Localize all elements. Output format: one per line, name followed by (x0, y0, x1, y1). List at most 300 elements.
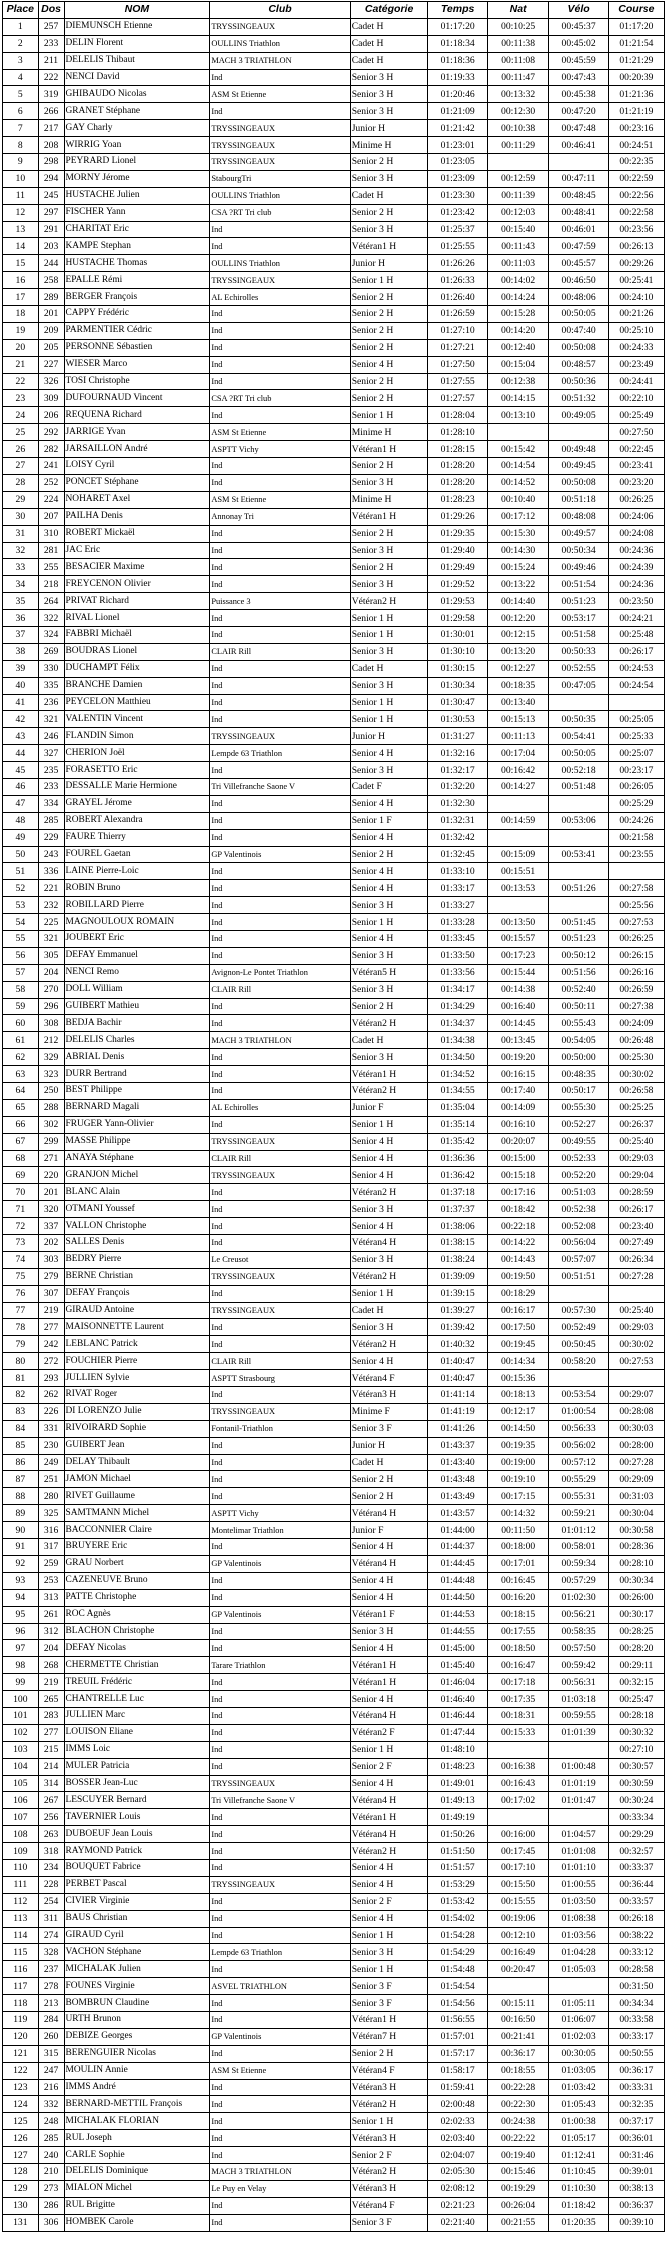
cell-nat: 00:13:50 (487, 914, 549, 931)
cell-nat: 00:15:09 (487, 846, 549, 863)
cell-nom: IMMS André (64, 2079, 210, 2096)
cell-categorie: Senior 2 H (350, 846, 428, 863)
cell-dos: 313 (38, 1589, 64, 1606)
cell-temps: 01:29:52 (428, 576, 487, 593)
cell-club: Ind (210, 322, 350, 339)
cell-velo (549, 1978, 608, 1995)
cell-dos: 262 (38, 1387, 64, 1404)
cell-place: 62 (3, 1049, 39, 1066)
cell-place: 112 (3, 1893, 39, 1910)
cell-nom: RIVET Guillaume (64, 1488, 210, 1505)
cell-club: TRYSSINGEAUX (210, 1302, 350, 1319)
cell-categorie: Senior 2 H (350, 289, 428, 306)
cell-place: 7 (3, 120, 39, 137)
cell-place: 12 (3, 204, 39, 221)
cell-dos: 298 (38, 154, 64, 171)
cell-dos: 201 (38, 1184, 64, 1201)
cell-nom: CARLE Sophie (64, 2147, 210, 2164)
cell-nom: ABRIAL Denis (64, 1049, 210, 1066)
cell-nom: LOUISON Eliane (64, 1724, 210, 1741)
cell-categorie: Vétéran1 H (350, 238, 428, 255)
cell-temps: 01:41:26 (428, 1420, 487, 1437)
cell-temps: 01:57:01 (428, 2028, 487, 2045)
cell-temps: 01:44:55 (428, 1623, 487, 1640)
cell-club: Fontanil-Triathlon (210, 1420, 350, 1437)
cell-nom: DI LORENZO Julie (64, 1403, 210, 1420)
cell-nat: 00:15:30 (487, 525, 549, 542)
cell-velo: 00:55:31 (549, 1488, 608, 1505)
cell-dos: 232 (38, 897, 64, 914)
cell-categorie: Senior 4 H (350, 1640, 428, 1657)
cell-velo: 00:55:30 (549, 1099, 608, 1116)
cell-categorie: Senior 2 F (350, 2147, 428, 2164)
cell-velo: 00:52:20 (549, 1167, 608, 1184)
table-row (3, 458, 665, 475)
cell-nat: 00:20:47 (487, 1961, 549, 1978)
cell-velo: 00:48:35 (549, 1066, 608, 1083)
cell-velo: 00:58:20 (549, 1353, 608, 1370)
cell-course: 00:23:17 (608, 762, 664, 779)
cell-dos: 336 (38, 863, 64, 880)
table-row (3, 1505, 665, 1522)
cell-temps: 01:28:10 (428, 424, 487, 441)
cell-course: 00:27:50 (608, 424, 664, 441)
cell-nat: 00:14:54 (487, 458, 549, 475)
cell-nat: 00:10:38 (487, 120, 549, 137)
cell-nom: DELELIS Dominique (64, 2164, 210, 2181)
cell-club: Tarare Triathlon (210, 1657, 350, 1674)
cell-nat: 00:14:40 (487, 593, 549, 610)
cell-place: 130 (3, 2197, 39, 2214)
cell-club: Ind (210, 2197, 350, 2214)
cell-course: 00:34:34 (608, 1995, 664, 2012)
cell-course: 00:24:36 (608, 542, 664, 559)
cell-velo: 01:01:08 (549, 1843, 608, 1860)
cell-course: 00:29:03 (608, 1319, 664, 1336)
cell-nat: 00:11:03 (487, 255, 549, 272)
cell-velo: 00:56:04 (549, 1235, 608, 1252)
cell-place: 36 (3, 610, 39, 627)
cell-dos: 323 (38, 1066, 64, 1083)
cell-club: Ind (210, 2079, 350, 2096)
cell-temps: 01:38:06 (428, 1218, 487, 1235)
cell-dos: 315 (38, 2045, 64, 2062)
cell-club: Ind (210, 660, 350, 677)
cell-place: 44 (3, 745, 39, 762)
cell-temps: 01:26:40 (428, 289, 487, 306)
cell-nom: MICHALAK FLORIAN (64, 2113, 210, 2130)
cell-categorie: Vétéran2 H (350, 1336, 428, 1353)
cell-velo: 01:03:56 (549, 1927, 608, 1944)
cell-velo: 00:50:36 (549, 373, 608, 390)
cell-velo: 00:51:56 (549, 964, 608, 981)
cell-club: Ind (210, 947, 350, 964)
cell-nat: 00:11:08 (487, 52, 549, 69)
cell-club: Ind (210, 373, 350, 390)
table-row (3, 778, 665, 795)
cell-place: 10 (3, 170, 39, 187)
cell-categorie: Senior 3 F (350, 1995, 428, 2012)
cell-club: Ind (210, 525, 350, 542)
cell-velo: 00:52:38 (549, 1201, 608, 1218)
cell-place: 2 (3, 35, 39, 52)
cell-club: TRYSSINGEAUX (210, 1775, 350, 1792)
cell-nom: DUBOEUF Jean Louis (64, 1826, 210, 1843)
cell-velo: 00:50:08 (549, 339, 608, 356)
cell-nat: 00:19:45 (487, 1336, 549, 1353)
cell-nom: VACHON Stéphane (64, 1944, 210, 1961)
cell-nom: DEFAY Emmanuel (64, 947, 210, 964)
cell-velo: 00:50:17 (549, 1083, 608, 1100)
cell-course: 00:25:07 (608, 745, 664, 762)
cell-categorie: Senior 2 F (350, 1758, 428, 1775)
cell-velo (549, 1370, 608, 1387)
table-row (3, 559, 665, 576)
cell-course: 00:36:37 (608, 2197, 664, 2214)
table-row (3, 1150, 665, 1167)
cell-club: Ind (210, 458, 350, 475)
cell-dos: 204 (38, 1640, 64, 1657)
cell-club: MACH 3 TRIATHLON (210, 2164, 350, 2181)
cell-velo: 00:51:48 (549, 778, 608, 795)
cell-nat: 00:15:11 (487, 1995, 549, 2012)
cell-dos: 245 (38, 187, 64, 204)
cell-temps: 01:38:24 (428, 1251, 487, 1268)
cell-temps: 01:54:48 (428, 1961, 487, 1978)
cell-course: 00:30:04 (608, 1505, 664, 1522)
cell-dos: 233 (38, 35, 64, 52)
cell-categorie: Vétéran4 F (350, 2197, 428, 2214)
cell-place: 107 (3, 1809, 39, 1826)
cell-velo: 01:05:11 (549, 1995, 608, 2012)
table-row (3, 576, 665, 593)
cell-nom: DESSALLE Marie Hermione (64, 778, 210, 795)
cell-velo: 00:45:37 (549, 18, 608, 35)
cell-velo: 00:59:42 (549, 1657, 608, 1674)
cell-club: Ind (210, 998, 350, 1015)
cell-club: Ind (210, 914, 350, 931)
cell-dos: 244 (38, 255, 64, 272)
cell-place: 49 (3, 829, 39, 846)
cell-dos: 309 (38, 390, 64, 407)
cell-velo: 00:51:26 (549, 880, 608, 897)
cell-nat: 00:19:50 (487, 1268, 549, 1285)
cell-categorie: Vétéran3 H (350, 1387, 428, 1404)
cell-velo: 00:51:32 (549, 390, 608, 407)
cell-categorie: Vétéran2 H (350, 1184, 428, 1201)
cell-place: 101 (3, 1707, 39, 1724)
cell-velo: 00:50:11 (549, 998, 608, 1015)
cell-nat: 00:14:20 (487, 322, 549, 339)
cell-course: 00:22:10 (608, 390, 664, 407)
cell-temps: 01:58:17 (428, 2062, 487, 2079)
cell-course: 00:26:34 (608, 1251, 664, 1268)
cell-categorie: Vétéran1 H (350, 1066, 428, 1083)
cell-club: Ind (210, 339, 350, 356)
cell-temps: 01:30:10 (428, 643, 487, 660)
cell-club: Lempde 63 Triathlon (210, 1944, 350, 1961)
cell-nom: FISCHER Yann (64, 204, 210, 221)
cell-place: 58 (3, 981, 39, 998)
cell-place: 50 (3, 846, 39, 863)
cell-categorie: Minime H (350, 137, 428, 154)
cell-nom: IMMS Loic (64, 1741, 210, 1758)
cell-nat: 00:21:41 (487, 2028, 549, 2045)
cell-place: 45 (3, 762, 39, 779)
table-row (3, 1099, 665, 1116)
cell-velo: 01:10:45 (549, 2164, 608, 2181)
cell-club: Ind (210, 1843, 350, 1860)
cell-nom: PEYRARD Lionel (64, 154, 210, 171)
table-row (3, 255, 665, 272)
cell-velo: 01:01:12 (549, 1522, 608, 1539)
cell-nom: PATTE Christophe (64, 1589, 210, 1606)
cell-place: 115 (3, 1944, 39, 1961)
cell-categorie: Senior 4 H (350, 1572, 428, 1589)
cell-nom: BEST Philippe (64, 1083, 210, 1100)
cell-nom: VALENTIN Vincent (64, 711, 210, 728)
cell-categorie: Cadet H (350, 187, 428, 204)
cell-nat: 00:22:28 (487, 2079, 549, 2096)
table-row (3, 407, 665, 424)
cell-course: 00:29:03 (608, 1150, 664, 1167)
cell-course (608, 863, 664, 880)
table-row (3, 390, 665, 407)
table-row (3, 69, 665, 86)
cell-nat: 00:16:43 (487, 1775, 549, 1792)
cell-place: 27 (3, 458, 39, 475)
cell-place: 90 (3, 1522, 39, 1539)
cell-course: 00:28:20 (608, 1640, 664, 1657)
cell-dos: 210 (38, 2164, 64, 2181)
cell-club: Ind (210, 1623, 350, 1640)
table-row (3, 1961, 665, 1978)
cell-nom: GAY Charly (64, 120, 210, 137)
cell-dos: 324 (38, 626, 64, 643)
cell-dos: 330 (38, 660, 64, 677)
cell-course: 00:26:05 (608, 778, 664, 795)
cell-nom: ROBERT Mickaël (64, 525, 210, 542)
cell-temps: 01:19:33 (428, 69, 487, 86)
cell-velo (549, 829, 608, 846)
cell-nom: FABBRI Michaël (64, 626, 210, 643)
cell-nom: REQUENA Richard (64, 407, 210, 424)
table-row (3, 643, 665, 660)
cell-club: Ind (210, 1066, 350, 1083)
cell-velo: 00:51:23 (549, 593, 608, 610)
cell-dos: 281 (38, 542, 64, 559)
cell-nom: PAILHA Denis (64, 508, 210, 525)
cell-dos: 274 (38, 1927, 64, 1944)
cell-temps: 01:45:40 (428, 1657, 487, 1674)
cell-velo: 00:57:07 (549, 1251, 608, 1268)
cell-nom: GIRAUD Antoine (64, 1302, 210, 1319)
cell-place: 88 (3, 1488, 39, 1505)
cell-nom: BLANC Alain (64, 1184, 210, 1201)
cell-dos: 279 (38, 1268, 64, 1285)
cell-nom: VALLON Christophe (64, 1218, 210, 1235)
cell-place: 93 (3, 1572, 39, 1589)
cell-course: 00:30:57 (608, 1758, 664, 1775)
cell-dos: 293 (38, 1370, 64, 1387)
cell-course: 00:25:05 (608, 711, 664, 728)
results-table (2, 1, 665, 2232)
cell-categorie: Vétéran1 H (350, 1809, 428, 1826)
cell-categorie: Senior 3 H (350, 762, 428, 779)
cell-nom: GRANET Stéphane (64, 103, 210, 120)
cell-velo: 00:57:30 (549, 1302, 608, 1319)
cell-nat: 00:15:44 (487, 964, 549, 981)
cell-nat: 00:17:18 (487, 1674, 549, 1691)
cell-categorie: Senior 4 H (350, 1910, 428, 1927)
cell-velo: 01:01:47 (549, 1792, 608, 1809)
cell-dos: 260 (38, 2028, 64, 2045)
cell-velo: 00:50:00 (549, 1049, 608, 1066)
cell-course: 00:26:13 (608, 238, 664, 255)
cell-nom: PERBET Pascal (64, 1876, 210, 1893)
cell-course: 00:24:51 (608, 137, 664, 154)
cell-course (608, 1370, 664, 1387)
cell-categorie: Senior 4 H (350, 1539, 428, 1556)
cell-categorie: Cadet H (350, 1454, 428, 1471)
cell-course: 00:26:15 (608, 947, 664, 964)
cell-nat: 00:18:42 (487, 1201, 549, 1218)
table-row (3, 1285, 665, 1302)
cell-club: Ind (210, 930, 350, 947)
cell-temps: 01:26:26 (428, 255, 487, 272)
cell-temps: 01:40:32 (428, 1336, 487, 1353)
cell-place: 69 (3, 1167, 39, 1184)
cell-course: 00:26:58 (608, 1083, 664, 1100)
cell-dos: 242 (38, 1336, 64, 1353)
cell-club: Ind (210, 1809, 350, 1826)
cell-place: 71 (3, 1201, 39, 1218)
cell-categorie: Senior 1 H (350, 407, 428, 424)
cell-temps: 01:28:20 (428, 474, 487, 491)
cell-nat: 00:16:17 (487, 1302, 549, 1319)
cell-course: 00:27:53 (608, 914, 664, 931)
cell-club: ASPTT Strasbourg (210, 1370, 350, 1387)
cell-nat: 00:13:40 (487, 694, 549, 711)
table-row (3, 1049, 665, 1066)
cell-categorie: Senior 4 H (350, 1589, 428, 1606)
cell-nom: CHANTRELLE Luc (64, 1691, 210, 1708)
cell-place: 41 (3, 694, 39, 711)
cell-dos: 228 (38, 1876, 64, 1893)
cell-temps: 01:18:36 (428, 52, 487, 69)
cell-dos: 321 (38, 711, 64, 728)
cell-place: 109 (3, 1843, 39, 1860)
cell-course: 00:21:26 (608, 306, 664, 323)
cell-club: CSA ?RT Tri club (210, 390, 350, 407)
cell-place: 121 (3, 2045, 39, 2062)
cell-dos: 297 (38, 204, 64, 221)
cell-temps: 01:49:19 (428, 1809, 487, 1826)
cell-velo: 00:47:11 (549, 170, 608, 187)
cell-categorie: Senior 4 H (350, 930, 428, 947)
cell-temps: 01:43:57 (428, 1505, 487, 1522)
cell-course: 00:24:09 (608, 1015, 664, 1032)
cell-course: 00:30:58 (608, 1522, 664, 1539)
cell-club: Ind (210, 1218, 350, 1235)
cell-course: 00:27:10 (608, 1741, 664, 1758)
cell-dos: 249 (38, 1454, 64, 1471)
cell-course: 00:32:15 (608, 1674, 664, 1691)
cell-club: Ind (210, 1539, 350, 1556)
cell-place: 33 (3, 559, 39, 576)
table-row (3, 154, 665, 171)
cell-dos: 303 (38, 1251, 64, 1268)
cell-club: Ind (210, 1015, 350, 1032)
table-row (3, 120, 665, 137)
cell-velo: 00:49:46 (549, 559, 608, 576)
cell-club: Ind (210, 1758, 350, 1775)
cell-dos: 261 (38, 1606, 64, 1623)
cell-place: 51 (3, 863, 39, 880)
cell-place: 14 (3, 238, 39, 255)
cell-categorie: Senior 2 H (350, 373, 428, 390)
table-row (3, 441, 665, 458)
cell-temps: 01:49:01 (428, 1775, 487, 1792)
cell-place: 46 (3, 778, 39, 795)
cell-course: 00:29:07 (608, 1387, 664, 1404)
cell-categorie: Senior 2 H (350, 1488, 428, 1505)
cell-nom: MORNY Jérome (64, 170, 210, 187)
table-row (3, 626, 665, 643)
table-row (3, 1978, 665, 1995)
cell-club: TRYSSINGEAUX (210, 154, 350, 171)
cell-place: 38 (3, 643, 39, 660)
cell-velo: 00:50:05 (549, 745, 608, 762)
cell-course: 00:27:28 (608, 1454, 664, 1471)
cell-nat: 00:14:45 (487, 1015, 549, 1032)
cell-temps: 01:34:50 (428, 1049, 487, 1066)
cell-temps: 01:49:13 (428, 1792, 487, 1809)
cell-velo: 01:00:55 (549, 1876, 608, 1893)
cell-dos: 311 (38, 1910, 64, 1927)
cell-categorie: Vétéran3 H (350, 2180, 428, 2197)
table-row (3, 1471, 665, 1488)
cell-course: 00:33:17 (608, 2028, 664, 2045)
cell-nom: URTH Brunon (64, 2011, 210, 2028)
cell-velo: 00:59:21 (549, 1505, 608, 1522)
cell-course: 00:25:30 (608, 1049, 664, 1066)
cell-dos: 240 (38, 2147, 64, 2164)
cell-club: Annonay Tri (210, 508, 350, 525)
cell-place: 15 (3, 255, 39, 272)
cell-place: 79 (3, 1336, 39, 1353)
cell-velo: 00:51:45 (549, 914, 608, 931)
cell-categorie: Senior 4 H (350, 829, 428, 846)
cell-place: 119 (3, 2011, 39, 2028)
cell-nom: JOUBERT Eric (64, 930, 210, 947)
cell-temps: 01:34:29 (428, 998, 487, 1015)
cell-dos: 207 (38, 508, 64, 525)
cell-velo: 01:03:42 (549, 2079, 608, 2096)
cell-velo: 00:54:41 (549, 728, 608, 745)
cell-nom: CHERMETTE Christian (64, 1657, 210, 1674)
cell-dos: 263 (38, 1826, 64, 1843)
cell-nat: 00:10:25 (487, 18, 549, 35)
table-row (3, 103, 665, 120)
cell-nom: MIALON Michel (64, 2180, 210, 2197)
cell-course: 00:26:17 (608, 1201, 664, 1218)
cell-place: 83 (3, 1403, 39, 1420)
cell-categorie: Senior 1 H (350, 1741, 428, 1758)
cell-temps: 02:04:07 (428, 2147, 487, 2164)
table-row (3, 593, 665, 610)
cell-course: 00:22:56 (608, 187, 664, 204)
